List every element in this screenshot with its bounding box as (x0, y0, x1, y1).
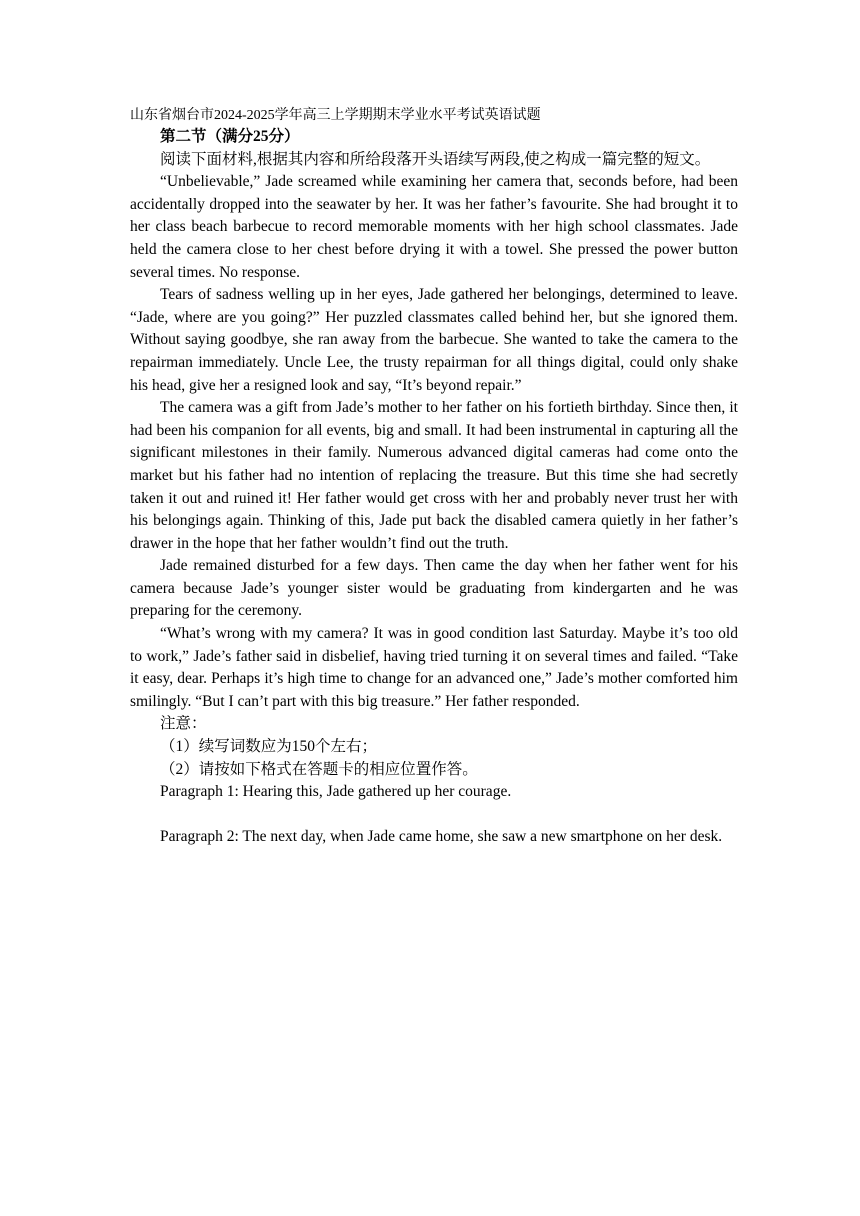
document-page (130, 106, 738, 849)
story-paragraph-2: Tears of sadness welling up in her eyes, Jade gathered her belongings, determined to leave. “Jade, where are you going?” Her puzzled classmates called behind her, but she ignored them. Without saying goodbye, she ran away from the barbecue. She wanted to take the camera to the repairman immediately. Uncle Lee, the trusty repairman for all things digital, could only shake his head, give her a resigned look and say, “It’s beyond repair.” (130, 286, 738, 394)
note-item-2: （2）请按如下格式在答题卡的相应位置作答。 (160, 760, 478, 778)
note-item-1: （1）续写词数应为150个左右； (160, 738, 378, 756)
story-paragraph-5: “What’s wrong with my camera? It was in good condition last Saturday. Maybe it’s too old to work,” Jade’s father said in disbelief, having tried turning it on several times and failed. “Take it easy, dear. Perhaps it’s high time to change for an advanced one,” Jade’s mother comforted him smilingly. “But I can’t part with this big treasure.” Her father responded. (130, 625, 738, 710)
instruction-text: 阅读下面材料,根据其内容和所给段落开头语续写两段,使之构成一篇完整的短文。 (160, 150, 711, 168)
prompt-paragraph-1: Paragraph 1: Hearing this, Jade gathered up her courage. (160, 783, 512, 801)
notes-label: 注意： (160, 715, 207, 733)
prompt-paragraph-2: Paragraph 2: The next day, when Jade came home, she saw a new smartphone on her desk. (160, 828, 723, 846)
story-paragraph-4: Jade remained disturbed for a few days. Then came the day when her father went for his camera because Jade’s younger sister would be graduating from kindergarten and he was preparing for the ceremony. (130, 557, 738, 620)
section-title: 第二节（满分25分） (160, 128, 300, 145)
blank-writing-space (130, 804, 738, 827)
story-paragraph-1: “Unbelievable,” Jade screamed while examining her camera that, seconds before, had been accidentally dropped into the seawater by her. It was her father’s favourite. She had brought it to her class beach barbecue to record memorable moments with her high school classmates. Jade held the camera close to her chest before drying it with a towel. She pressed the power button several times. No response. (130, 173, 738, 281)
story-paragraph-3: The camera was a gift from Jade’s mother to her father on his fortieth birthday. Since then, it had been his companion for all events, big and small. It had been instrumental in capturing all the significant milestones in their family. Numerous advanced digital cameras had come onto the market but his father had no intention of replacing the treasure. But this time she had secretly taken it out and ruined it! Her father would get cross with her and probably never trust her with his belongings again. Thinking of this, Jade put back the disabled camera quietly in her father’s drawer in the hope that her father wouldn’t find out the truth. (130, 399, 738, 552)
document-header: 山东省烟台市2024-2025学年高三上学期期末学业水平考试英语试题 (130, 108, 541, 123)
